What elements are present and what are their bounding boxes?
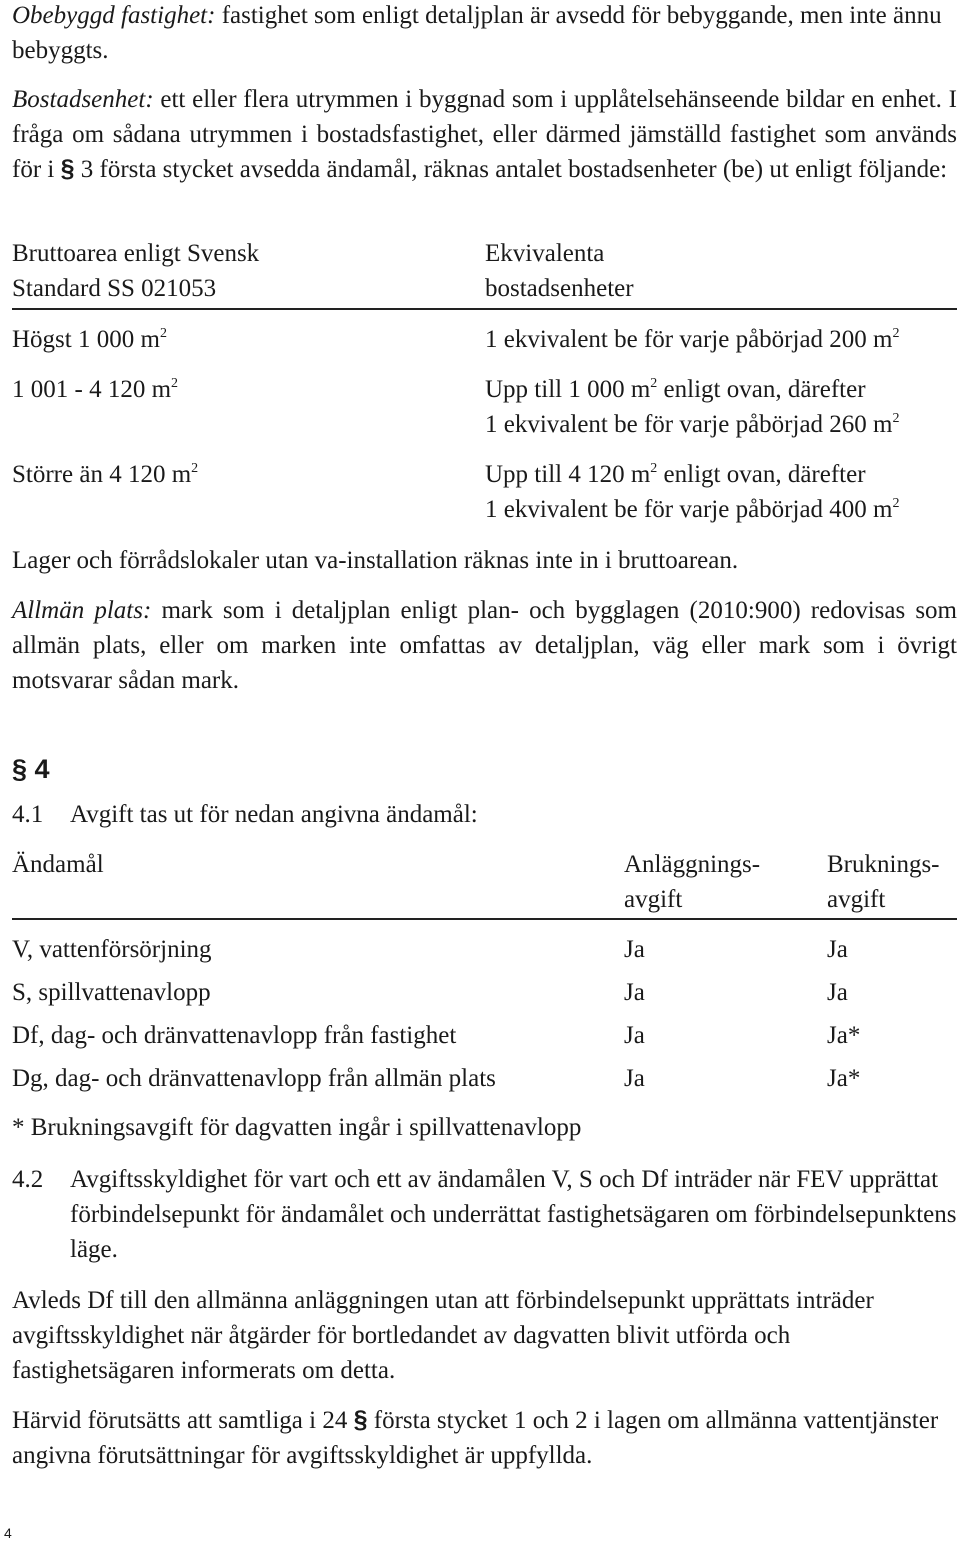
fee-anlaggning: Ja bbox=[624, 936, 645, 963]
fee-table-footnote: * Brukningsavgift för dagvatten ingår i spillvattenavlopp bbox=[12, 1114, 582, 1141]
paragraph-harvid bbox=[12, 1403, 957, 1473]
fee-anlaggning: Ja bbox=[624, 1065, 645, 1092]
fee-purpose: V, vattenförsörjning bbox=[12, 936, 212, 963]
definition-allman-plats bbox=[12, 593, 957, 698]
fee-header-purpose: Ändamål bbox=[12, 851, 104, 878]
rule-line2: 1 ekvivalent be för varje påbörjad 400 m bbox=[485, 496, 893, 523]
rule-line1-tail: enligt ovan, därefter bbox=[657, 461, 866, 488]
fee-table-divider bbox=[12, 918, 957, 920]
fee-header-anl-line1: Anläggnings- bbox=[624, 851, 761, 878]
fee-header-bruk-line1: Bruknings- bbox=[827, 851, 940, 878]
area-row-rule bbox=[485, 322, 900, 357]
rule-line1: 1 ekvivalent be för varje påbörjad 200 m bbox=[485, 326, 893, 353]
term-allman-plats: Allmän plats: bbox=[12, 597, 152, 624]
superscript: 2 bbox=[171, 376, 179, 391]
fee-brukning: Ja* bbox=[827, 1065, 861, 1092]
text-bostadsenhet-2: 3 första stycket avsedda ändamål, räknas antalet bostadsenheter (be) ut enligt följande: bbox=[80, 156, 948, 183]
rule-line2: 1 ekvivalent be för varje påbörjad 260 m bbox=[485, 411, 893, 438]
term-bostadsenhet: Bostadsenhet: bbox=[12, 86, 154, 113]
harvid-text-2: första stycket 1 och 2 i lagen om allmänna vattentjänster angivna förutsättningar för avgiftsskyldighet är uppfyllda. bbox=[12, 1407, 939, 1469]
area-row-value bbox=[12, 322, 167, 357]
superscript: 2 bbox=[650, 376, 658, 391]
section-symbol-icon: § bbox=[353, 1406, 368, 1434]
rule-line1-tail: enligt ovan, därefter bbox=[657, 376, 866, 403]
fee-purpose: Df, dag- och dränvattenavlopp från fastighet bbox=[12, 1022, 457, 1049]
fee-header-anlaggning bbox=[624, 847, 760, 917]
fee-purpose: S, spillvattenavlopp bbox=[12, 979, 211, 1006]
page-number: 4 bbox=[4, 1525, 12, 1541]
fee-purpose: Dg, dag- och dränvattenavlopp från allmän plats bbox=[12, 1065, 496, 1092]
rule-line1: Upp till 1 000 m bbox=[485, 376, 651, 403]
area-row-rule bbox=[485, 457, 900, 527]
definition-obebyggd bbox=[12, 0, 957, 68]
area-row-value bbox=[12, 457, 198, 492]
superscript: 2 bbox=[159, 326, 167, 341]
rule-line1: Upp till 4 120 m bbox=[485, 461, 651, 488]
fee-brukning: Ja bbox=[827, 979, 848, 1006]
area-header-col1 bbox=[12, 236, 259, 306]
paragraph-text: Avgiftsskyldighet för vart och ett av ändamålen V, S och Df inträder när FEV upprättat förbindelsepunkt för ändamålet och underrättat fastighetsägaren om förbindelsepunktens läge. bbox=[70, 1166, 957, 1263]
area-row-rule bbox=[485, 372, 900, 442]
text-allman-plats: mark som i detaljplan enligt plan- och bygglagen (2010:900) redovisas som allmän plats, eller om marken inte omfattas av detaljplan, väg eller mark som i övrigt motsvarar sådan mark. bbox=[12, 597, 958, 694]
area-value: Större än 4 120 m bbox=[12, 461, 192, 488]
paragraph-number: 4.2 bbox=[12, 1166, 44, 1193]
definition-bostadsenhet bbox=[12, 82, 957, 187]
harvid-text-1: Härvid förutsätts att samtliga i 24 bbox=[12, 1407, 348, 1434]
area-header-col2-line2: bostadsenheter bbox=[485, 275, 634, 302]
area-row-value bbox=[12, 372, 178, 407]
area-header-col2-line1: Ekvivalenta bbox=[485, 240, 605, 267]
section-heading: § 4 bbox=[12, 754, 50, 784]
area-table-note: Lager och förrådslokaler utan va-installation räknas inte in i bruttoarean. bbox=[12, 547, 739, 574]
area-header-col2 bbox=[485, 236, 634, 306]
superscript: 2 bbox=[892, 496, 900, 511]
area-table-divider bbox=[12, 308, 957, 310]
section-symbol-icon: § bbox=[60, 155, 75, 183]
fee-brukning: Ja bbox=[827, 936, 848, 963]
term-obebyggd: Obebyggd fastighet: bbox=[12, 2, 216, 29]
area-header-col1-line1: Bruttoarea enligt Svensk bbox=[12, 240, 260, 267]
area-header-col1-line2: Standard SS 021053 bbox=[12, 275, 217, 302]
text-bostadsenhet: ett eller flera utrymmen i byggnad som i upplåtelsehänseende bildar en enhet. I fråga om sådana utrymmen i bostadsfastighet, eller därmed jämställd fastighet som används för i bbox=[12, 86, 958, 183]
text-obebyggd: fastighet som enligt detaljplan är avsedd för bebyggande, men inte ännu bebyggts. bbox=[12, 2, 942, 64]
fee-header-anl-line2: avgift bbox=[624, 886, 683, 913]
paragraph-text: Avgift tas ut för nedan angivna ändamål: bbox=[70, 801, 478, 828]
area-value: 1 001 - 4 120 m bbox=[12, 376, 172, 403]
fee-header-brukning bbox=[827, 847, 940, 917]
fee-header-bruk-line2: avgift bbox=[827, 886, 886, 913]
superscript: 2 bbox=[892, 326, 900, 341]
fee-brukning: Ja* bbox=[827, 1022, 861, 1049]
area-value: Högst 1 000 m bbox=[12, 326, 160, 353]
paragraph-number: 4.1 bbox=[12, 801, 44, 828]
fee-anlaggning: Ja bbox=[624, 1022, 645, 1049]
superscript: 2 bbox=[892, 411, 900, 426]
superscript: 2 bbox=[650, 461, 658, 476]
fee-anlaggning: Ja bbox=[624, 979, 645, 1006]
superscript: 2 bbox=[191, 461, 199, 476]
paragraph-avleds: Avleds Df till den allmänna anläggningen utan att förbindelsepunkt upprättats inträder avgiftsskyldighet när åtgärder för bortledandet av dagvatten blivit utförda och fastighetsägaren informerats om detta. bbox=[12, 1287, 874, 1384]
